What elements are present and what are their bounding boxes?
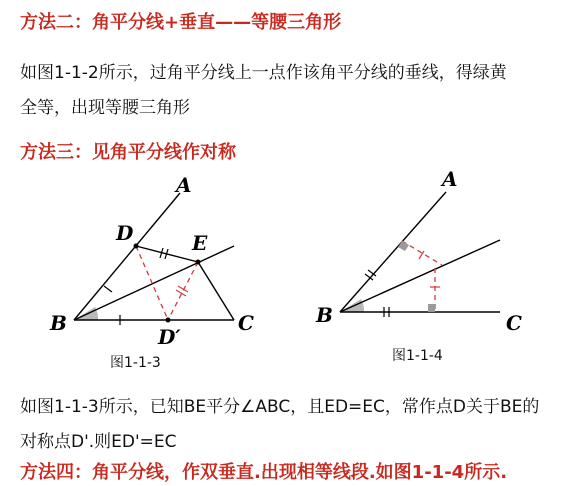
ray-bisector-right [340, 240, 500, 312]
heading-method-2: 方法二：角平分线+垂直——等腰三角形 [20, 12, 342, 33]
label-dprime: D′ [158, 325, 181, 349]
right-angle-top [398, 241, 409, 251]
label-c-right: C [506, 311, 522, 335]
label-b-right: B [316, 303, 333, 327]
label-c-left: C [238, 311, 254, 335]
heading-method-3: 方法三：见角平分线作对称 [20, 142, 236, 163]
label-a-left: A [176, 173, 192, 197]
caption-fig-1-1-4: 图1-1-4 [392, 348, 443, 364]
paragraph-1-line-2: 全等，出现等腰三角形 [20, 98, 190, 118]
label-e: E [192, 231, 208, 255]
right-angle-bottom [428, 304, 435, 312]
paragraph-2-line-1: 如图1-1-3所示，已知BE平分∠ABC，且ED=EC，常作点D关于BE的 [20, 397, 540, 417]
label-a-right: A [442, 167, 458, 191]
label-d: D [116, 221, 134, 245]
label-b-left: B [50, 311, 67, 335]
ray-ba-right [340, 192, 446, 312]
paragraph-1-line-1: 如图1-1-2所示，过角平分线上一点作该角平分线的垂线，得绿黄 [20, 63, 507, 83]
paragraph-2-line-2: 对称点D'.则ED'=EC [20, 432, 177, 452]
heading-method-4: 方法四：角平分线，作双垂直.出现相等线段.如图1-1-4所示. [20, 462, 508, 483]
caption-fig-1-1-3: 图1-1-3 [110, 355, 161, 371]
